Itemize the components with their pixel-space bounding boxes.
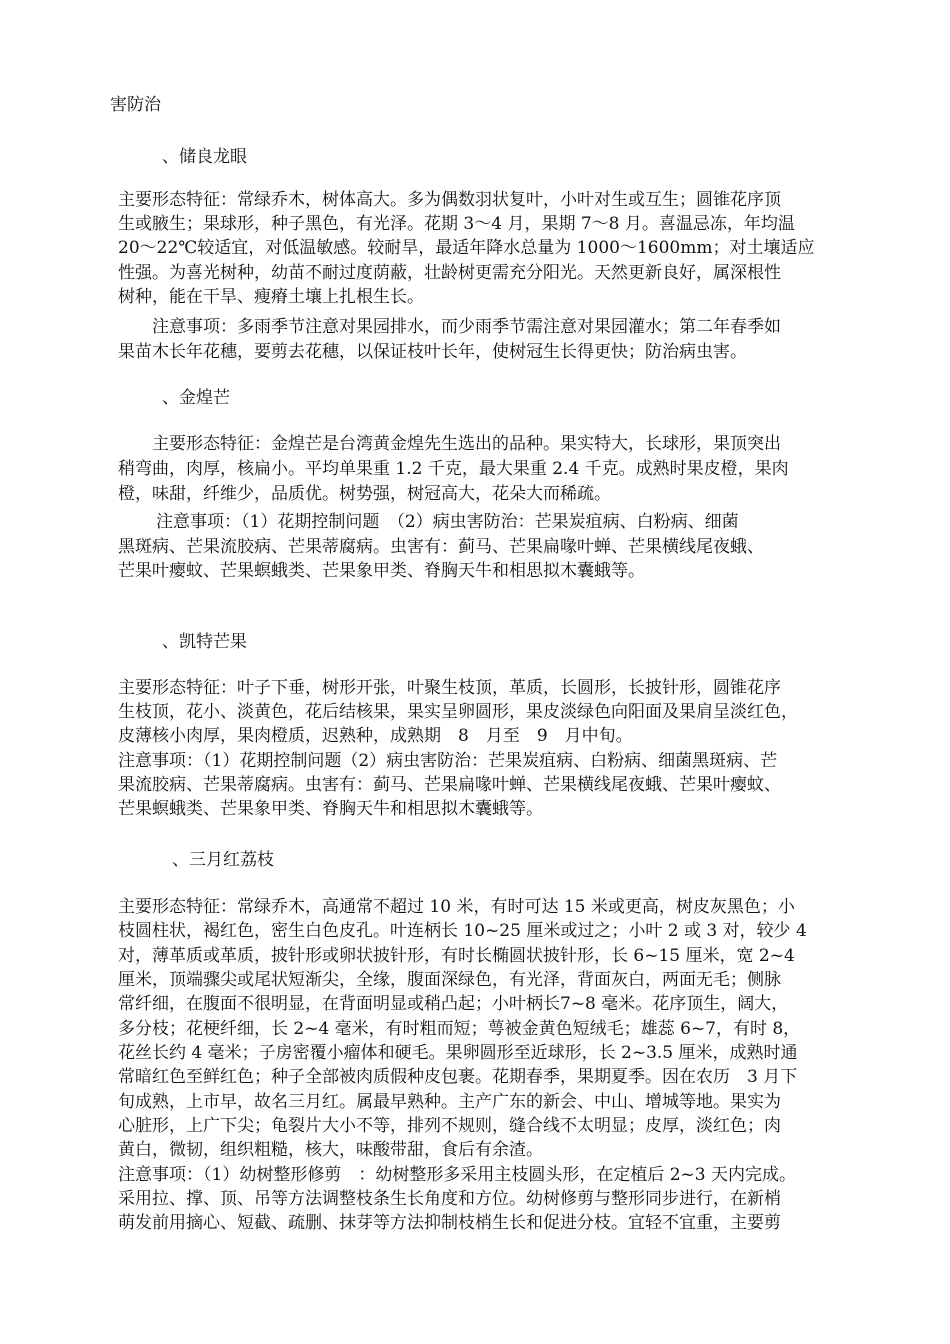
paragraph-line: 主要形态特征：常绿乔木，树体高大。多为偶数羽状复叶，小叶对生或互生；圆锥花序顶 <box>118 190 781 210</box>
paragraph-line: 20～22℃较适宜，对低温敏感。较耐旱，最适年降水总量为 1000～1600mm；对土壤适应 <box>118 238 815 258</box>
paragraph-line: 主要形态特征：常绿乔木，高通常不超过 10 米，有时可达 15 米或更高，树皮灰黑色；小 <box>118 897 795 917</box>
section-title: 、凯特芒果 <box>162 632 247 652</box>
paragraph-line: 果流胶病、芒果蒂腐病。虫害有：蓟马、芒果扁喙叶蝉、芒果横线尾夜蛾、芒果叶瘿蚊、 <box>118 775 781 795</box>
paragraph-line: 果苗木长年花穗，要剪去花穗，以保证枝叶长年，使树冠生长得更快；防治病虫害。 <box>118 342 747 362</box>
paragraph-line: 旬成熟，上市早，故名三月红。属最早熟种。主产广东的新会、中山、增城等地。果实为 <box>118 1092 781 1112</box>
paragraph-line: 注意事项：多雨季节注意对果园排水，而少雨季节需注意对果园灌水；第二年春季如 <box>152 317 781 337</box>
paragraph-line: 心脏形，上广下尖；龟裂片大小不等，排列不规则，缝合线不太明显；皮厚，淡红色；肉 <box>118 1116 781 1136</box>
section-title: 、三月红荔枝 <box>172 850 274 870</box>
paragraph-line: 枝圆柱状，褐红色，密生白色皮孔。叶连柄长 10~25 厘米或过之；小叶 2 或 3 对，较少 4 <box>118 921 807 941</box>
paragraph-line: 黑斑病、芒果流胶病、芒果蒂腐病。虫害有：蓟马、芒果扁喙叶蝉、芒果横线尾夜蛾、 <box>118 537 764 557</box>
paragraph-line: 注意事项：（1）花期控制问题 （2）病虫害防治：芒果炭疽病、白粉病、细菌 <box>156 512 739 532</box>
paragraph-line: 树种，能在干旱、瘦瘠土壤上扎根生长。 <box>118 287 424 307</box>
section-title: 、储良龙眼 <box>162 147 247 167</box>
paragraph-line: 注意事项：（1）幼树整形修剪 ：幼树整形多采用主枝圆头形，在定植后 2~3 天内完成。 <box>118 1165 796 1185</box>
paragraph-line: 厘米，顶端骤尖或尾状短渐尖，全缘，腹面深绿色，有光泽，背面灰白，两面无毛；侧脉 <box>118 970 781 990</box>
paragraph-line: 花丝长约 4 毫米；子房密覆小瘤体和硬毛。果卵圆形至近球形，长 2~3.5 厘米，成熟时通 <box>118 1043 798 1063</box>
paragraph-line: 黄白，微韧，组织粗糙，核大，味酸带甜，食后有余渣。 <box>118 1140 543 1160</box>
paragraph-line: 橙，味甜，纤维少，品质优。树势强，树冠高大，花朵大而稀疏。 <box>118 484 611 504</box>
paragraph-line: 采用拉、撑、顶、吊等方法调整枝条生长角度和方位。幼树修剪与整形同步进行，在新梢 <box>118 1189 781 1209</box>
paragraph-line: 芒果螟蛾类、芒果象甲类、脊胸天牛和相思拟木囊蛾等。 <box>118 799 543 819</box>
page-heading: 害防治 <box>110 95 161 115</box>
paragraph-line: 性强。为喜光树种，幼苗不耐过度荫蔽，壮龄树更需充分阳光。天然更新良好，属深根性 <box>118 263 781 283</box>
paragraph-line: 对，薄革质或革质，披针形或卵状披针形，有时长椭圆状披针形，长 6~15 厘米，宽 2~4 <box>118 946 795 966</box>
paragraph-line: 主要形态特征：金煌芒是台湾黄金煌先生选出的品种。果实特大，长球形，果顶突出 <box>152 434 781 454</box>
paragraph-line: 稍弯曲，肉厚，核扁小。平均单果重 1.2 千克，最大果重 2.4 千克。成熟时果皮橙，果肉 <box>118 459 789 479</box>
paragraph-line: 注意事项：（1）花期控制问题（2）病虫害防治：芒果炭疽病、白粉病、细菌黑斑病、芒 <box>118 751 778 771</box>
paragraph-line: 多分枝；花梗纤细，长 2~4 毫米，有时粗而短；萼被金黄色短绒毛；雄蕊 6~7，有时 8， <box>118 1019 801 1039</box>
paragraph-line: 皮薄核小肉厚，果肉橙质，迟熟种，成熟期 8 月至 9 月中旬。 <box>118 726 633 746</box>
paragraph-line: 芒果叶瘿蚊、芒果螟蛾类、芒果象甲类、脊胸天牛和相思拟木囊蛾等。 <box>118 561 645 581</box>
paragraph-line: 常暗红色至鲜红色；种子全部被肉质假种皮包裹。花期春季，果期夏季。因在农历 3 月下 <box>118 1067 798 1087</box>
paragraph-line: 萌发前用摘心、短截、疏删、抹芽等方法抑制枝梢生长和促进分枝。宜轻不宜重，主要剪 <box>118 1213 781 1233</box>
paragraph-line: 常纤细，在腹面不很明显，在背面明显或稍凸起；小叶柄长7~8 毫米。花序顶生，阔大， <box>118 994 789 1014</box>
paragraph-line: 生或腋生；果球形，种子黑色，有光泽。花期 3～4 月，果期 7～8 月。喜温忌冻，年均温 <box>118 214 795 234</box>
section-title: 、金煌芒 <box>162 388 230 408</box>
paragraph-line: 生枝顶，花小、淡黄色，花后结核果，果实呈卵圆形，果皮淡绿色向阳面及果肩呈淡红色， <box>118 702 798 722</box>
paragraph-line: 主要形态特征：叶子下垂，树形开张，叶聚生枝顶，革质，长圆形，长披针形，圆锥花序 <box>118 678 781 698</box>
